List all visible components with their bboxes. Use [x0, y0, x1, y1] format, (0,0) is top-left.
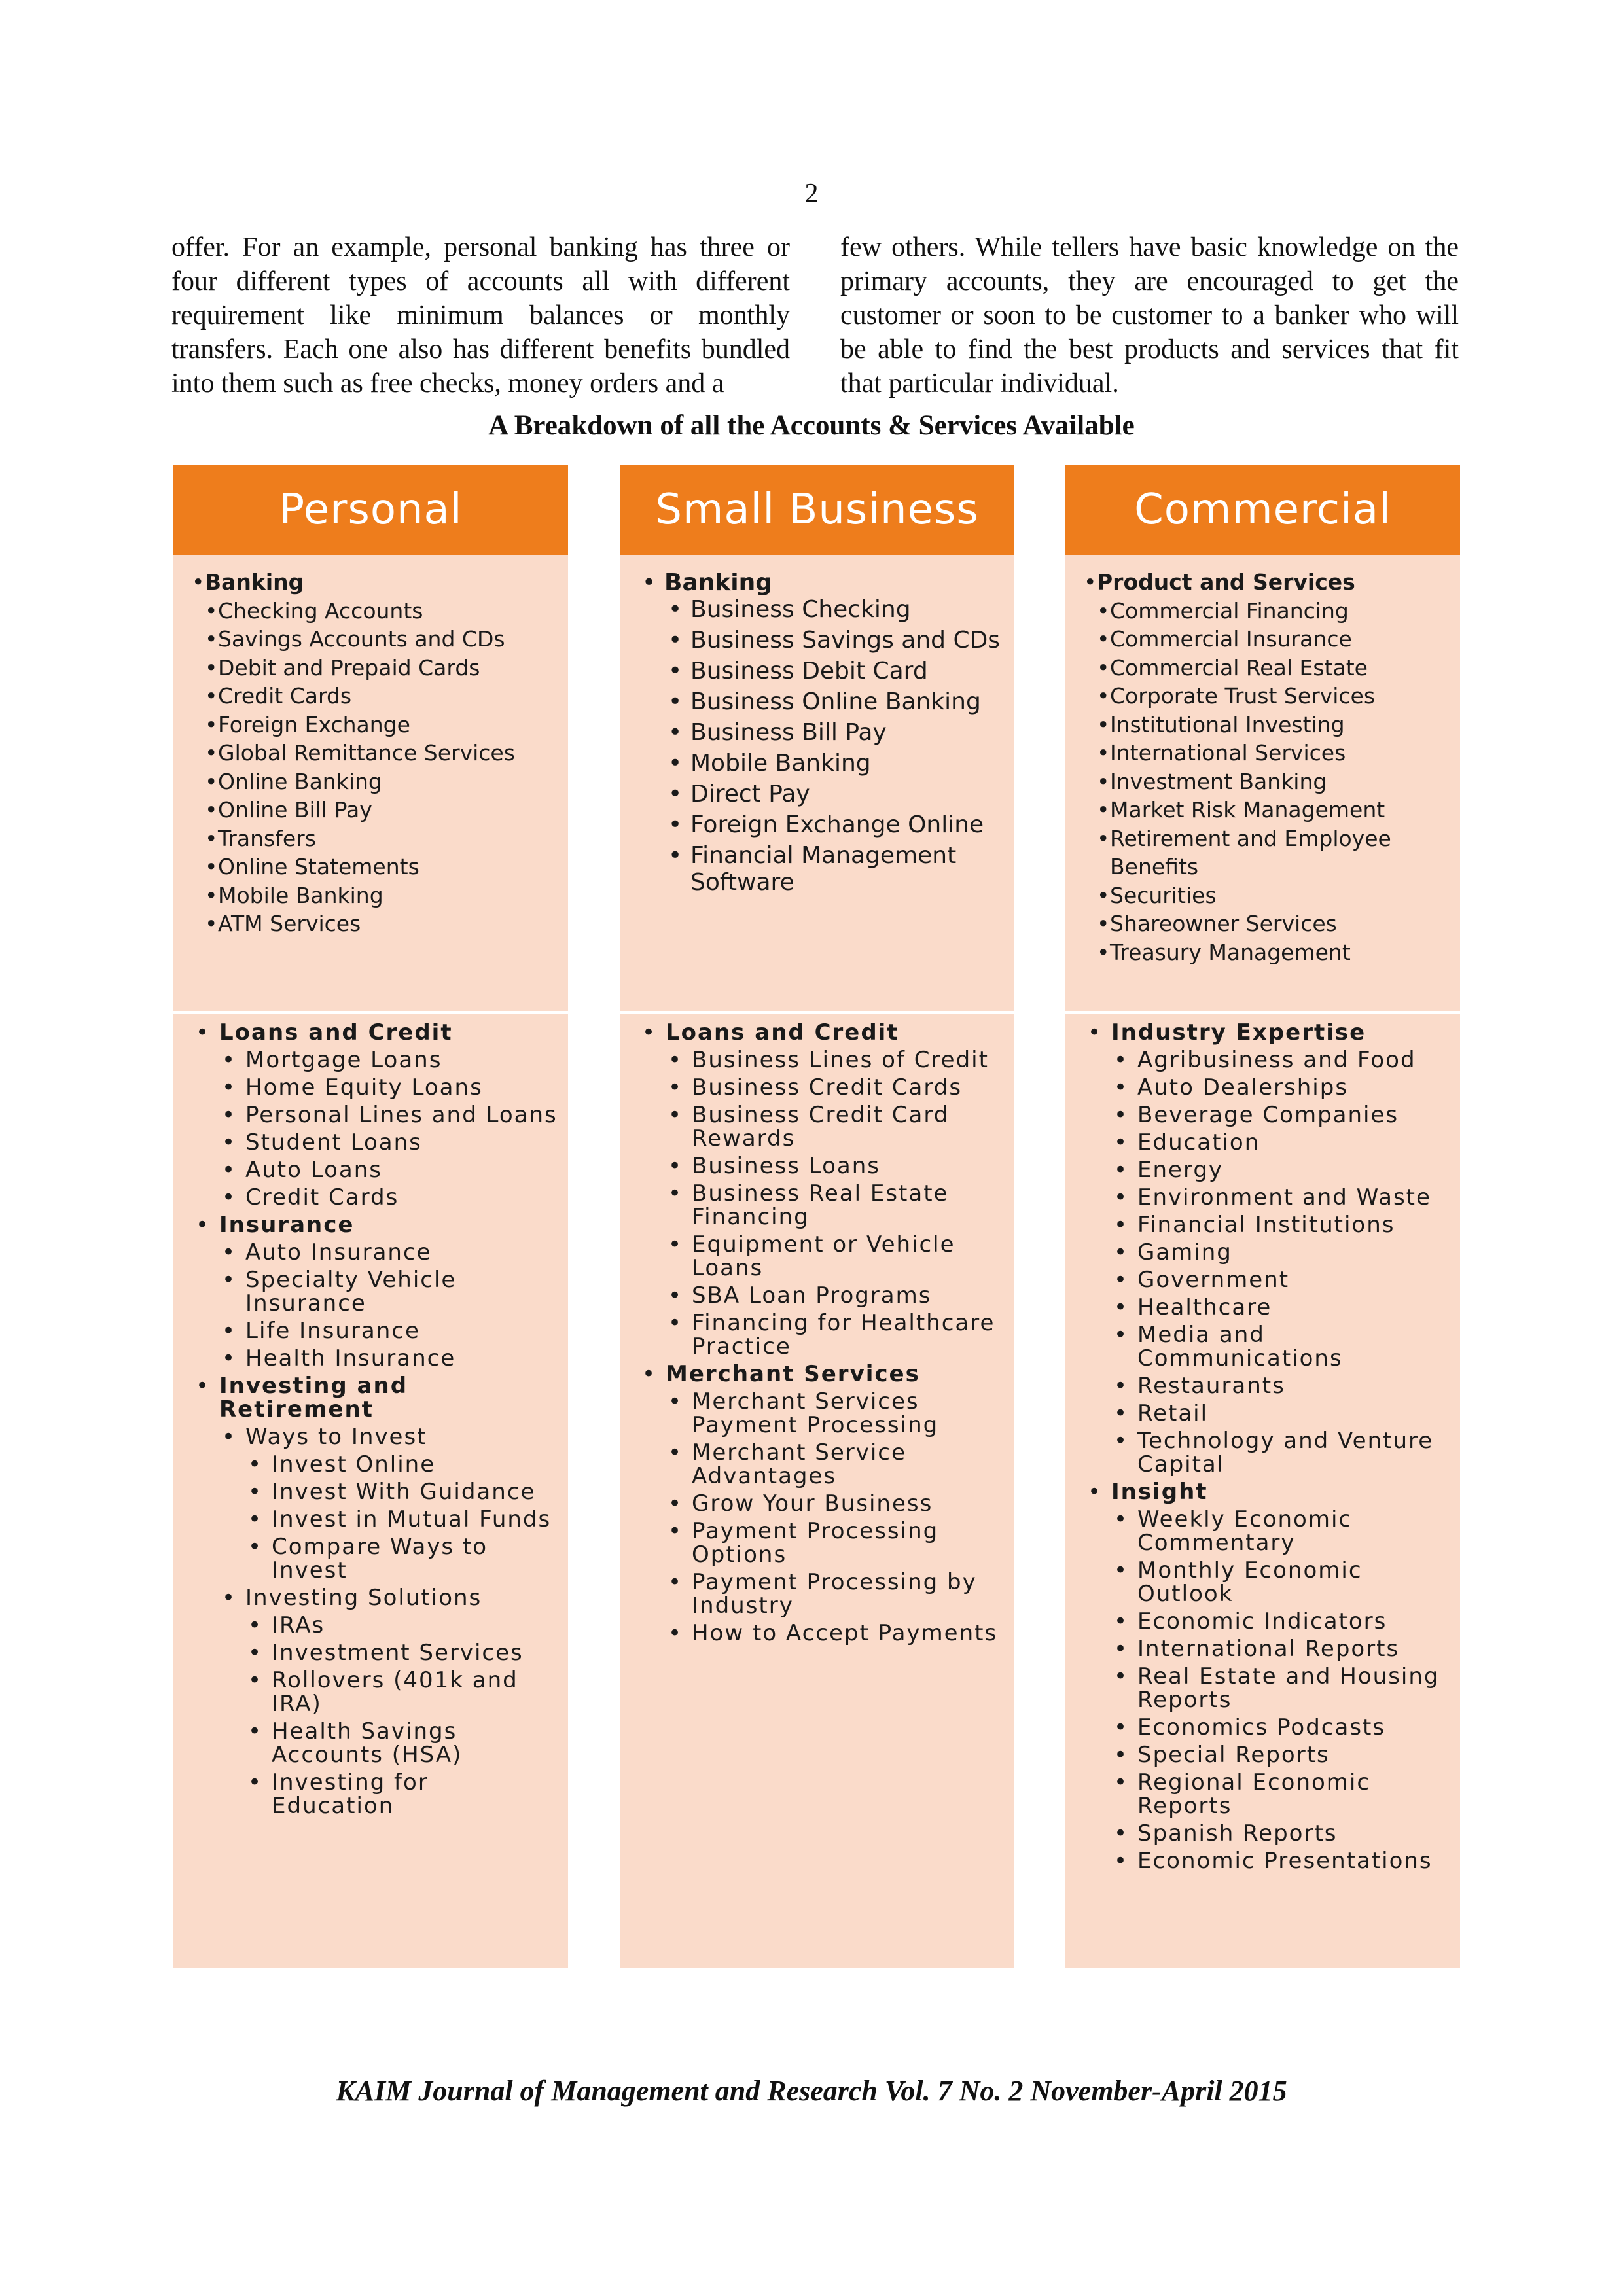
- list-item-label: Merchant Services Payment Processing: [692, 1388, 939, 1438]
- list-item: [690, 688, 1001, 715]
- list-item-label: Investing Solutions: [245, 1585, 482, 1611]
- sub-list: [245, 1048, 558, 1209]
- list-item: [690, 719, 1001, 746]
- list-item-label: Banking: [205, 569, 304, 595]
- list-item: [218, 682, 559, 711]
- list-item: [1137, 1429, 1450, 1476]
- small-business-top-card: [620, 465, 1014, 1011]
- commercial-bottom-card: [1065, 1014, 1460, 1968]
- list-item-label: Market Risk Management: [1110, 797, 1385, 822]
- list-item-label: Institutional Investing: [1110, 711, 1345, 737]
- list-item-label: Retail: [1137, 1400, 1209, 1426]
- list-item-label: Life Insurance: [245, 1318, 420, 1344]
- list-item: [1137, 1716, 1450, 1739]
- list-item-label: Auto Insurance: [245, 1239, 432, 1265]
- sub-list: [692, 1048, 1004, 1358]
- list-item: [245, 1586, 558, 1818]
- list-item: [692, 1441, 1004, 1488]
- list-item: [272, 1669, 558, 1716]
- list-item-label: Business Credit Card Rewards: [692, 1102, 950, 1152]
- list-item-label: Credit Cards: [218, 683, 352, 709]
- list-item-label: Gaming: [1137, 1239, 1232, 1265]
- list-item: [692, 1492, 1004, 1515]
- list-item-label: Restaurants: [1137, 1373, 1285, 1399]
- list-item-label: Economic Presentations: [1137, 1848, 1433, 1874]
- list-item-label: Financing for Healthcare Practice: [692, 1310, 995, 1360]
- list-item-label: Financial Institutions: [1137, 1212, 1395, 1238]
- list-item-label: Agribusiness and Food: [1137, 1047, 1416, 1073]
- sub-list: [1137, 1508, 1450, 1873]
- list-item-label: Investment Services: [272, 1640, 524, 1666]
- list-item-label: Health Savings Accounts (HSA): [272, 1718, 463, 1768]
- list-item-label: Economic Indicators: [1137, 1608, 1387, 1634]
- list-item: [690, 596, 1001, 623]
- list-item: [272, 1453, 558, 1476]
- list-item-label: Spanish Reports: [1137, 1820, 1338, 1846]
- list-item: [1110, 910, 1451, 938]
- list-item-label: Auto Loans: [245, 1157, 382, 1183]
- list-item: [272, 1641, 558, 1665]
- sub-list: [1137, 1048, 1450, 1476]
- list-item: [690, 842, 1001, 896]
- list-item: [1110, 824, 1451, 881]
- list-item: [219, 1021, 558, 1209]
- list-item: [1137, 1076, 1450, 1099]
- list-item: [692, 1311, 1004, 1358]
- personal-top-card: [173, 465, 568, 1011]
- list-item: [1137, 1610, 1450, 1633]
- list-item-label: SBA Loan Programs: [692, 1282, 932, 1309]
- list-item: [692, 1284, 1004, 1307]
- list-item-label: Online Statements: [218, 854, 419, 879]
- list-item: [272, 1508, 558, 1531]
- commercial-top-card: [1065, 465, 1460, 1011]
- intro-right-column: few others. While tellers have basic knowledge on the primary accounts, they are encouraged to get the customer or soon to be customer to a banker who will be able to find the best products and services that fit that particular individual.: [840, 232, 1459, 398]
- list-item: [692, 1621, 1004, 1645]
- list-item: [1110, 796, 1451, 824]
- list-item: [1111, 1480, 1450, 1873]
- list-item-label: Payment Processing Options: [692, 1518, 939, 1568]
- list-item: [205, 568, 559, 938]
- list-item: [692, 1519, 1004, 1566]
- list-item: [1137, 1048, 1450, 1072]
- small-business-header: Small Business: [620, 465, 1014, 555]
- list-item-label: Direct Pay: [690, 781, 810, 807]
- list-item-label: Treasury Management: [1110, 939, 1351, 965]
- list-item-label: Regional Economic Reports: [1137, 1769, 1371, 1819]
- list-item: [1110, 654, 1451, 682]
- list-item-label: Mobile Banking: [690, 750, 871, 777]
- list-item-label: Securities: [1110, 882, 1217, 908]
- list-item: [1137, 1158, 1450, 1182]
- list-item: [1137, 1402, 1450, 1425]
- list-item: [272, 1720, 558, 1767]
- list-item-label: IRAs: [272, 1612, 325, 1638]
- sub-list: [664, 596, 1001, 896]
- list-item: [1110, 711, 1451, 739]
- list-item: [218, 824, 559, 853]
- personal-top-list: [173, 555, 568, 938]
- list-item: [218, 796, 559, 824]
- commercial-header: Commercial: [1065, 465, 1460, 555]
- intro-left-column: offer. For an example, personal banking has three or four different types of accounts all with different requirement like minimum balances or monthly transfers. Each one also has different benefits bundled into them such as free checks, money orders and a: [171, 232, 790, 398]
- list-item: [218, 768, 559, 796]
- list-item: [1110, 881, 1451, 910]
- list-item: [1097, 568, 1451, 966]
- list-item-label: Shareowner Services: [1110, 911, 1337, 936]
- list-item-label: International Services: [1110, 740, 1346, 766]
- list-item-label: Business Bill Pay: [690, 719, 887, 746]
- list-item-label: Commercial Financing: [1110, 597, 1349, 624]
- list-item-label: Mortgage Loans: [245, 1047, 442, 1073]
- list-item-label: Checking Accounts: [218, 597, 423, 624]
- list-item-label: Credit Cards: [245, 1184, 399, 1210]
- list-item: [690, 750, 1001, 777]
- list-item: [692, 1154, 1004, 1178]
- list-item: [1137, 1559, 1450, 1606]
- list-item: [690, 627, 1001, 654]
- list-item-label: Debit and Prepaid Cards: [218, 654, 480, 680]
- list-item-label: Business Online Banking: [690, 688, 981, 715]
- list-item: [245, 1103, 558, 1127]
- list-item: [218, 881, 559, 910]
- list-item: [692, 1182, 1004, 1229]
- sub-list: [272, 1614, 558, 1818]
- list-item-label: Healthcare: [1137, 1294, 1272, 1320]
- figure-caption: A Breakdown of all the Accounts & Services Available: [488, 410, 1135, 441]
- page-number: 2: [804, 179, 819, 209]
- list-item-label: Savings Accounts and CDs: [218, 626, 505, 652]
- list-item-label: Online Bill Pay: [218, 797, 372, 822]
- list-item: [272, 1614, 558, 1637]
- list-item-label: Invest With Guidance: [272, 1479, 536, 1505]
- list-item-label: Transfers: [218, 825, 316, 851]
- list-item: [218, 711, 559, 739]
- list-item: [245, 1425, 558, 1582]
- list-item-label: Technology and Venture Capital: [1137, 1428, 1434, 1477]
- list-item: [1110, 768, 1451, 796]
- list-item: [1137, 1374, 1450, 1398]
- list-item: [245, 1268, 558, 1315]
- list-item: [1137, 1771, 1450, 1818]
- small-business-top-list: [620, 555, 1014, 896]
- list-item-label: Industry Expertise: [1111, 1019, 1366, 1046]
- list-item-label: Corporate Trust Services: [1110, 683, 1376, 709]
- small-business-bottom-list: [620, 1014, 1014, 1645]
- list-item-label: Auto Dealerships: [1137, 1074, 1349, 1101]
- list-item: [1137, 1296, 1450, 1319]
- list-item-label: Foreign Exchange: [218, 711, 410, 737]
- list-item: [1137, 1743, 1450, 1767]
- commercial-top-list: [1065, 555, 1460, 966]
- list-item-label: Business Credit Cards: [692, 1074, 963, 1101]
- list-item: [1137, 1103, 1450, 1127]
- list-item-label: Business Debit Card: [690, 658, 928, 684]
- sub-list: [1110, 597, 1451, 967]
- list-item: [690, 811, 1001, 838]
- list-item-label: International Reports: [1137, 1636, 1400, 1662]
- list-item-label: Commercial Real Estate: [1110, 654, 1368, 680]
- list-item: [666, 1362, 1004, 1645]
- personal-bottom-list: [173, 1014, 568, 1818]
- list-item-label: Beverage Companies: [1137, 1102, 1399, 1128]
- list-item: [219, 1374, 558, 1818]
- list-item: [245, 1347, 558, 1370]
- list-item: [692, 1233, 1004, 1280]
- list-item: [218, 910, 559, 938]
- list-item-label: Commercial Insurance: [1110, 626, 1352, 652]
- list-item-label: ATM Services: [218, 911, 361, 936]
- list-item-label: Economics Podcasts: [1137, 1714, 1386, 1740]
- list-item: [690, 781, 1001, 807]
- list-item-label: Environment and Waste: [1137, 1184, 1431, 1210]
- list-item-label: Banking: [664, 569, 773, 596]
- list-item: [245, 1158, 558, 1182]
- list-item-label: Insight: [1111, 1479, 1208, 1505]
- list-item: [1137, 1508, 1450, 1555]
- list-item-label: Government: [1137, 1267, 1290, 1293]
- list-item-label: Ways to Invest: [245, 1424, 427, 1450]
- list-item-label: Business Real Estate Financing: [692, 1180, 949, 1230]
- list-item-label: Equipment or Vehicle Loans: [692, 1231, 955, 1281]
- list-item: [272, 1480, 558, 1504]
- list-item: [1110, 938, 1451, 967]
- list-item: [219, 1213, 558, 1370]
- list-item-label: How to Accept Payments: [692, 1620, 998, 1646]
- list-item: [1110, 682, 1451, 711]
- sub-list: [245, 1241, 558, 1370]
- list-item: [692, 1390, 1004, 1437]
- list-item: [245, 1076, 558, 1099]
- list-item: [1137, 1665, 1450, 1712]
- list-item: [1137, 1637, 1450, 1661]
- list-item: [1137, 1131, 1450, 1154]
- list-item-label: Invest in Mutual Funds: [272, 1506, 552, 1532]
- list-item-label: Payment Processing by Industry: [692, 1569, 977, 1619]
- journal-footer: KAIM Journal of Management and Research Vol. 7 No. 2 November-April 2015: [336, 2075, 1287, 2107]
- list-item-label: Investment Banking: [1110, 768, 1327, 794]
- list-item: [1137, 1186, 1450, 1209]
- list-item-label: Online Banking: [218, 768, 382, 794]
- list-item: [218, 739, 559, 768]
- list-item: [690, 658, 1001, 684]
- list-item-label: Business Checking: [690, 596, 911, 623]
- list-item: [1137, 1213, 1450, 1237]
- list-item: [272, 1771, 558, 1818]
- list-item-label: Invest Online: [272, 1451, 436, 1477]
- list-item-label: Loans and Credit: [219, 1019, 453, 1046]
- list-item: [245, 1319, 558, 1343]
- personal-bottom-card: [173, 1014, 568, 1968]
- list-item: [1137, 1241, 1450, 1264]
- personal-header: Personal: [173, 465, 568, 555]
- list-item: [1137, 1268, 1450, 1292]
- list-item-label: Special Reports: [1137, 1742, 1330, 1768]
- list-item-label: Mobile Banking: [218, 882, 383, 908]
- list-item: [272, 1535, 558, 1582]
- list-item: [1110, 625, 1451, 654]
- list-item-label: Compare Ways to Invest: [272, 1534, 488, 1583]
- list-item-label: Health Insurance: [245, 1345, 456, 1371]
- list-item-label: Media and Communications: [1137, 1322, 1343, 1371]
- list-item-label: Real Estate and Housing Reports: [1137, 1663, 1440, 1713]
- list-item: [1110, 739, 1451, 768]
- list-item-label: Product and Services: [1097, 569, 1355, 595]
- intro-text: [171, 230, 1459, 400]
- list-item: [666, 1021, 1004, 1358]
- list-item: [692, 1076, 1004, 1099]
- list-item-label: Merchant Service Advantages: [692, 1439, 906, 1489]
- list-item-label: Global Remittance Services: [218, 740, 515, 766]
- list-item: [692, 1103, 1004, 1150]
- list-item-label: Business Lines of Credit: [692, 1047, 989, 1073]
- list-item-label: Business Loans: [692, 1153, 880, 1179]
- sub-list: [272, 1453, 558, 1582]
- list-item: [1137, 1323, 1450, 1370]
- list-item: [692, 1570, 1004, 1617]
- list-item-label: Rollovers (401k and IRA): [272, 1667, 518, 1717]
- list-item: [664, 569, 1001, 896]
- list-item-label: Loans and Credit: [666, 1019, 899, 1046]
- list-item-label: Energy: [1137, 1157, 1224, 1183]
- list-item-label: Monthly Economic Outlook: [1137, 1557, 1363, 1607]
- small-business-bottom-card: [620, 1014, 1014, 1968]
- list-item: [245, 1186, 558, 1209]
- list-item-label: Retirement and Employee Benefits: [1110, 825, 1391, 879]
- list-item: [1110, 597, 1451, 626]
- commercial-bottom-list: [1065, 1014, 1460, 1873]
- list-item: [245, 1131, 558, 1154]
- list-item-label: Weekly Economic Commentary: [1137, 1506, 1353, 1556]
- sub-list: [218, 597, 559, 938]
- list-item: [1137, 1849, 1450, 1873]
- list-item: [245, 1048, 558, 1072]
- list-item-label: Business Savings and CDs: [690, 627, 1001, 654]
- sub-list: [245, 1425, 558, 1818]
- list-item: [245, 1241, 558, 1264]
- sub-list: [692, 1390, 1004, 1645]
- list-item-label: Specialty Vehicle Insurance: [245, 1267, 457, 1316]
- list-item-label: Personal Lines and Loans: [245, 1102, 558, 1128]
- list-item: [218, 625, 559, 654]
- list-item: [1137, 1822, 1450, 1845]
- list-item-label: Education: [1137, 1129, 1260, 1156]
- list-item: [218, 853, 559, 881]
- list-item: [218, 654, 559, 682]
- list-item-label: Insurance: [219, 1212, 355, 1238]
- list-item-label: Foreign Exchange Online: [690, 811, 984, 838]
- list-item: [692, 1048, 1004, 1072]
- list-item-label: Home Equity Loans: [245, 1074, 483, 1101]
- list-item-label: Financial Management Software: [690, 842, 957, 896]
- list-item-label: Grow Your Business: [692, 1491, 933, 1517]
- list-item-label: Investing for Education: [272, 1769, 429, 1819]
- list-item: [1111, 1021, 1450, 1476]
- list-item-label: Investing and Retirement: [219, 1373, 408, 1422]
- list-item-label: Student Loans: [245, 1129, 422, 1156]
- list-item: [218, 597, 559, 626]
- list-item-label: Merchant Services: [666, 1361, 920, 1387]
